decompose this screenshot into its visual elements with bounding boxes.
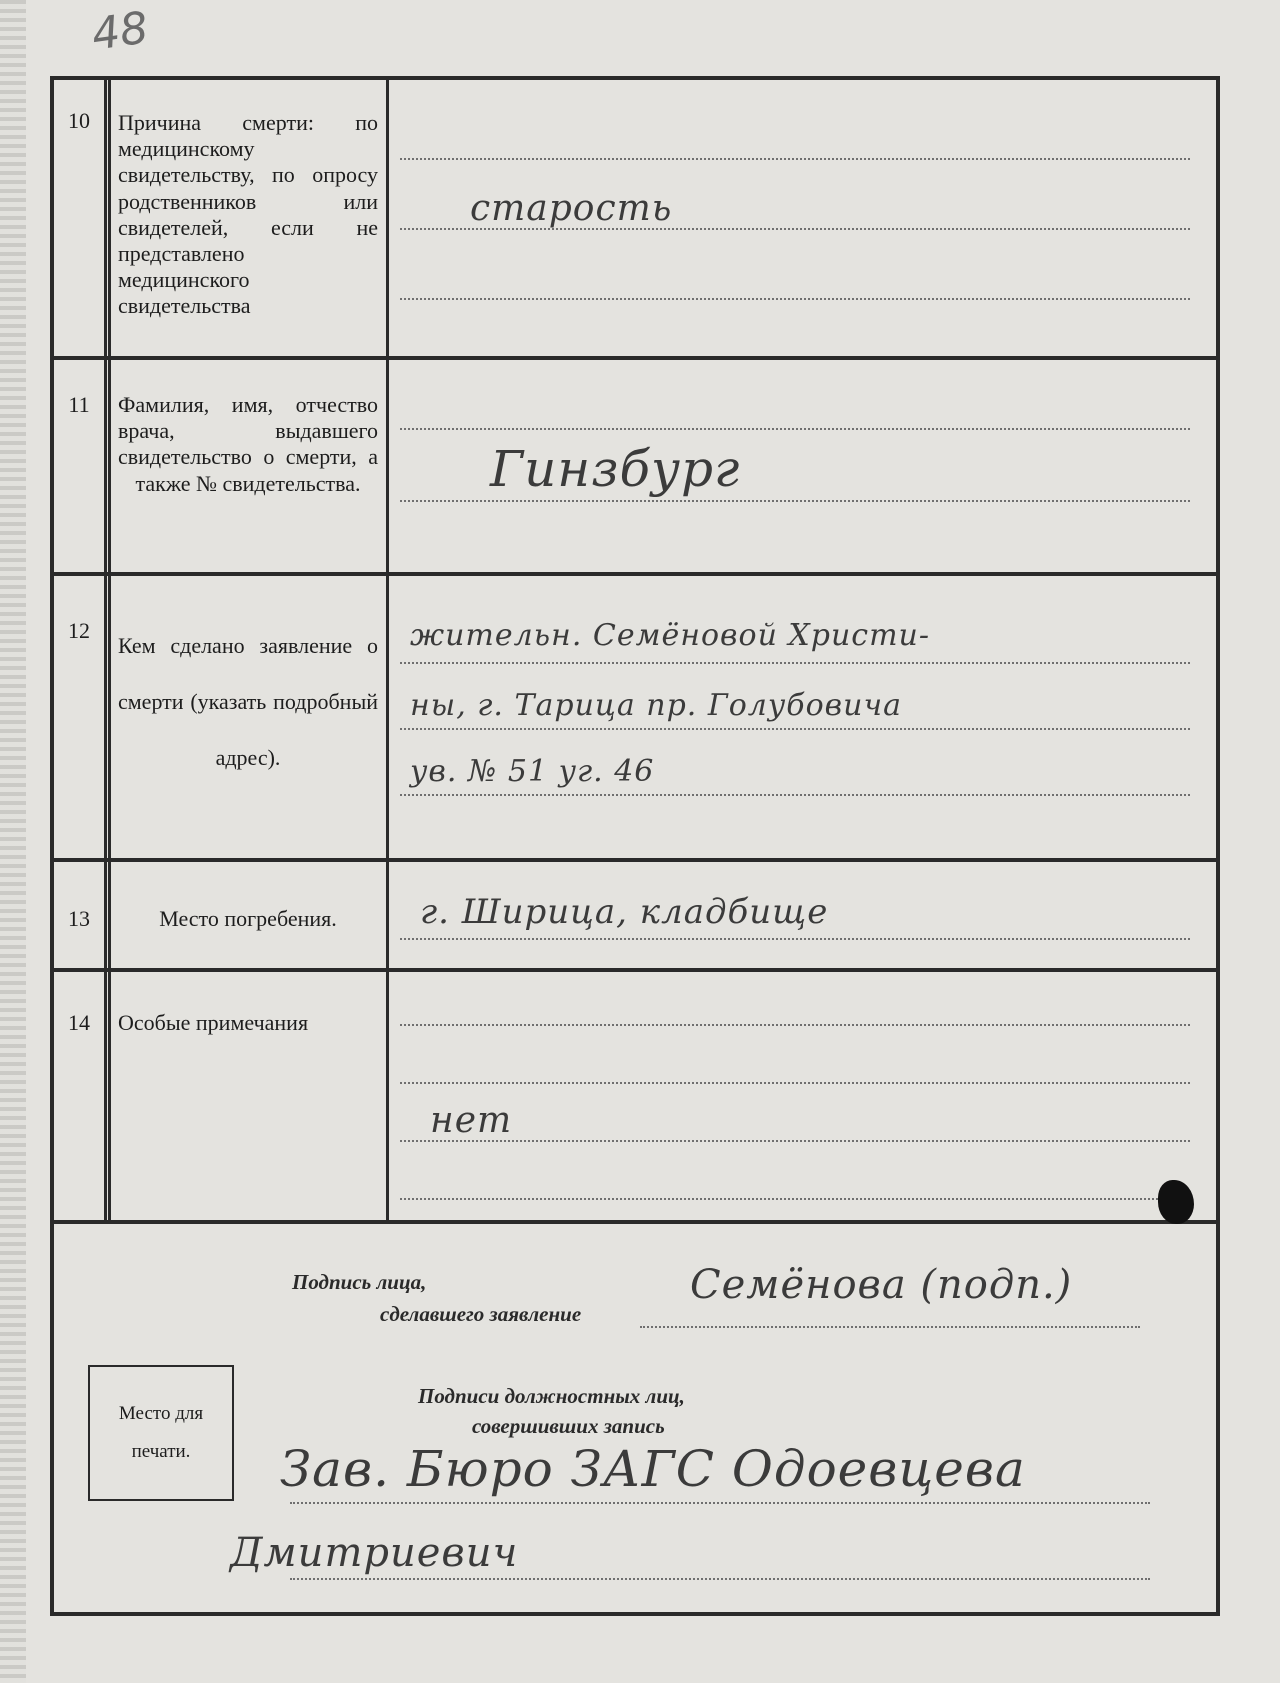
row-divider-14 — [50, 1220, 1220, 1224]
fill-line — [400, 728, 1190, 730]
column-divider-label — [386, 76, 389, 1224]
row-label-doctor-name: Фамилия, имя, отчество врача, выдавшего свидетельство о смерти, а также № свидетельства. — [118, 392, 378, 496]
officials-signature-label-2: совершивших запись — [472, 1414, 665, 1438]
handwritten-cause-of-death: старость — [470, 188, 673, 229]
fill-line — [400, 794, 1190, 796]
declarant-signature-label-2: сделавшего заявление — [380, 1302, 582, 1326]
column-divider-number — [104, 76, 107, 1224]
row-label-burial-place: Место погребения. — [159, 906, 337, 931]
fill-line — [400, 938, 1190, 940]
stamp-label-1: Место для — [118, 1403, 204, 1424]
handwritten-declarant-line-2: ны, г. Тарица пр. Голубовича — [410, 688, 903, 723]
fill-line — [400, 1024, 1190, 1026]
row-number-10: 10 — [68, 108, 90, 133]
declarant-signature-label-1: Подпись лица, — [292, 1270, 427, 1294]
row-divider-13 — [50, 968, 1220, 972]
row-number-11: 11 — [68, 392, 90, 417]
declarant-signature-line — [640, 1326, 1140, 1328]
handwritten-special-notes: нет — [430, 1100, 513, 1141]
fill-line — [400, 662, 1190, 664]
handwritten-burial-place: г. Ширица, кладбище — [420, 892, 829, 932]
fill-line — [400, 1140, 1190, 1142]
row-number-14: 14 — [68, 1010, 90, 1035]
handwritten-declarant-line-3: ув. № 51 уг. 46 — [410, 754, 655, 789]
stamp-label-2: печати. — [131, 1441, 191, 1462]
fill-line — [400, 500, 1190, 502]
row-divider-10 — [50, 356, 1220, 360]
row-divider-12 — [50, 858, 1220, 862]
row-label-declarant: Кем сделано заявление о смерти (указать подробный адрес). — [118, 633, 378, 771]
stamp-placeholder — [88, 1365, 234, 1501]
officials-signature-label-1: Подписи должностных лиц, — [418, 1384, 685, 1408]
row-divider-11 — [50, 572, 1220, 576]
row-number-12: 12 — [68, 618, 90, 643]
officials-signature-line-2 — [290, 1578, 1150, 1580]
row-label-cause-of-death: Причина смерти: по медицинскому свидетельству, по опросу родственников или свидетелей, если не представлено медицинского свидетельства — [118, 110, 378, 319]
handwritten-doctor-name: Гинзбург — [490, 440, 741, 498]
official-signature-2: Дмитриевич — [230, 1530, 519, 1576]
row-label-special-notes: Особые примечания — [118, 1010, 309, 1035]
binding-edge — [0, 0, 26, 1683]
handwritten-declarant-line-1: жительн. Семёновой Христи- — [410, 618, 931, 653]
fill-line — [400, 1198, 1190, 1200]
ink-blot — [1158, 1180, 1194, 1224]
fill-line — [400, 1082, 1190, 1084]
declarant-signature: Семёнова (подп.) — [690, 1262, 1073, 1308]
row-number-13: 13 — [68, 906, 90, 931]
official-signature-1: Зав. Бюро ЗАГС Одоевцева — [280, 1440, 1026, 1498]
folio-mark: 48 — [88, 2, 152, 61]
fill-line — [400, 158, 1190, 160]
fill-line — [400, 298, 1190, 300]
fill-line — [400, 428, 1190, 430]
officials-signature-line-1 — [290, 1502, 1150, 1504]
column-divider-number-double — [108, 76, 111, 1224]
